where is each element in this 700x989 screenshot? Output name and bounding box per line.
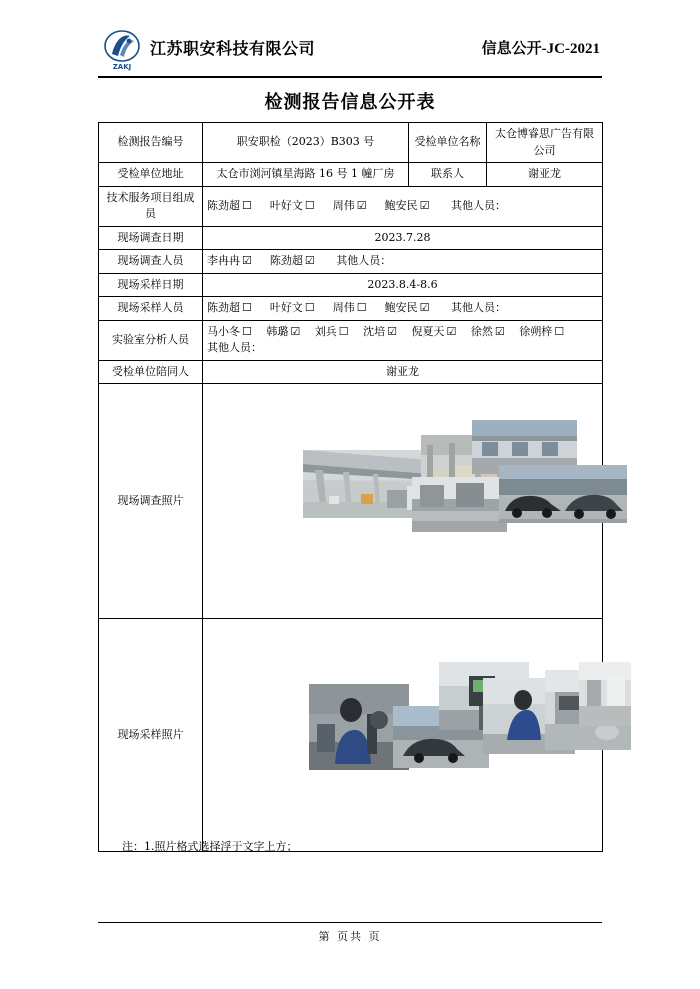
report-info-table xyxy=(98,122,603,852)
checkbox-surveyor-1[interactable]: ☑ xyxy=(242,254,252,267)
sampler-others-label: 其他人员： xyxy=(451,301,506,314)
sampler-4: 鲍安民 ☑ xyxy=(384,301,430,314)
document-sheet xyxy=(62,0,638,989)
team-member-1: 陈劲超 ☐ xyxy=(207,198,252,212)
lab-member-7: 徐朔梓 ☐ xyxy=(519,324,565,338)
sampling-photos-label: 现场采样照片 xyxy=(99,619,203,852)
surveyor-label: 现场调查人员 xyxy=(99,250,203,274)
checkbox-team-3[interactable]: ☑ xyxy=(356,198,367,212)
checkbox-sampler-2[interactable]: ☐ xyxy=(304,301,315,314)
checkbox-sampler-4[interactable]: ☑ xyxy=(419,301,430,314)
table-row-surveyors xyxy=(99,250,603,274)
checkbox-lab-1[interactable]: ☐ xyxy=(242,324,252,338)
lab-member-6: 徐然 ☑ xyxy=(470,324,505,338)
team-member-4: 鲍安民 ☑ xyxy=(384,198,430,212)
sampler-3: 周伟 ☐ xyxy=(332,301,367,314)
lab-label: 实验室分析人员 xyxy=(99,320,203,360)
survey-photos-cell xyxy=(203,384,603,619)
lab-others-label: 其他人员： xyxy=(207,341,262,354)
table-row-survey-date xyxy=(99,226,603,250)
client-label: 受检单位名称 xyxy=(409,123,487,163)
lab-member-1: 马小冬 ☐ xyxy=(207,324,252,338)
accompany-label: 受检单位陪同人 xyxy=(99,360,203,384)
sampler-1: 陈劲超 ☐ xyxy=(207,301,252,314)
svg-text:ZAKJ: ZAKJ xyxy=(112,63,132,71)
accompany-value: 谢亚龙 xyxy=(203,360,603,384)
survey-date-value: 2023.7.28 xyxy=(203,226,603,250)
table-row-address xyxy=(99,163,603,187)
document-header xyxy=(98,28,602,78)
contact-value: 谢亚龙 xyxy=(487,163,603,187)
lab-member-5: 倪夏天 ☑ xyxy=(411,324,457,338)
photo-lab-bench xyxy=(579,662,631,726)
header-divider xyxy=(98,76,602,78)
photo-loading-bay xyxy=(412,477,507,532)
checkbox-lab-5[interactable]: ☑ xyxy=(446,324,457,338)
photo-workshop-interior xyxy=(303,450,430,518)
table-row-sampling-photos xyxy=(99,619,603,852)
lab-members-line-1 xyxy=(207,324,598,341)
lab-member-2: 韩璐 ☑ xyxy=(266,324,301,338)
checkbox-team-4[interactable]: ☑ xyxy=(419,198,430,212)
sampler-label: 现场采样人员 xyxy=(99,297,203,321)
table-row-survey-photos xyxy=(99,384,603,619)
surveyor-2: 陈劲超 ☑ xyxy=(269,254,315,267)
checkbox-lab-2[interactable]: ☑ xyxy=(290,324,301,338)
table-row-team xyxy=(99,186,603,226)
table-row-report-no xyxy=(99,123,603,163)
team-member-2: 叶好文 ☐ xyxy=(269,198,315,212)
page-title: 检测报告信息公开表 xyxy=(264,92,436,113)
page-number: 第 页共 页 xyxy=(318,930,382,943)
checkbox-lab-6[interactable]: ☑ xyxy=(494,324,505,338)
photo-car-parking xyxy=(499,465,627,523)
table-row-accompany xyxy=(99,360,603,384)
checkbox-team-2[interactable]: ☐ xyxy=(304,198,315,212)
client-value: 太仓博睿思广告有限公司 xyxy=(487,123,603,163)
checkbox-lab-4[interactable]: ☑ xyxy=(387,324,397,338)
survey-photo-group xyxy=(207,387,598,615)
team-label: 技术服务项目组成员 xyxy=(99,186,203,226)
checkbox-lab-7[interactable]: ☐ xyxy=(554,324,565,338)
report-no-value: 职安职检（2023）B303 号 xyxy=(203,123,409,163)
checkbox-sampler-1[interactable]: ☐ xyxy=(242,301,252,314)
checkbox-surveyor-2[interactable]: ☑ xyxy=(304,254,315,267)
checkbox-team-1[interactable]: ☐ xyxy=(242,198,252,212)
sampling-date-value: 2023.8.4-8.6 xyxy=(203,273,603,297)
company-logo-icon xyxy=(98,28,146,72)
team-others-label: 其他人员： xyxy=(451,198,506,212)
lab-members xyxy=(203,320,603,360)
team-member-3: 周伟 ☑ xyxy=(332,198,367,212)
sampling-photo-group xyxy=(207,622,598,848)
table-row-samplers xyxy=(99,297,603,321)
surveyor-1: 李冉冉 ☑ xyxy=(207,254,252,267)
checkbox-sampler-3[interactable]: ☐ xyxy=(356,301,367,314)
survey-photos-label: 现场调查照片 xyxy=(99,384,203,619)
sampler-2: 叶好文 ☐ xyxy=(269,301,315,314)
surveyor-others-label: 其他人员： xyxy=(336,254,392,267)
team-members xyxy=(203,186,603,226)
report-no-label: 检测报告编号 xyxy=(99,123,203,163)
contact-label: 联系人 xyxy=(409,163,487,187)
table-row-lab xyxy=(99,320,603,360)
company-name: 江苏职安科技有限公司 xyxy=(150,39,316,58)
sampling-date-label: 现场采样日期 xyxy=(99,273,203,297)
surveyor-members xyxy=(203,250,603,274)
sampler-members xyxy=(203,297,603,321)
footnote: 注：1.照片格式选择浮于文字上方； xyxy=(122,840,298,853)
lab-member-4: 沈培 ☑ xyxy=(363,324,397,338)
footer-divider xyxy=(98,922,602,923)
lab-member-3: 刘兵 ☐ xyxy=(314,324,349,338)
document-code: 信息公开-JC-2021 xyxy=(481,41,600,57)
checkbox-lab-3[interactable]: ☐ xyxy=(338,324,349,338)
address-label: 受检单位地址 xyxy=(99,163,203,187)
table-row-sampling-date xyxy=(99,273,603,297)
sampling-photos-cell xyxy=(203,619,603,852)
address-value: 太仓市浏河镇星海路 16 号 1 幢厂房 xyxy=(203,163,409,187)
survey-date-label: 现场调查日期 xyxy=(99,226,203,250)
